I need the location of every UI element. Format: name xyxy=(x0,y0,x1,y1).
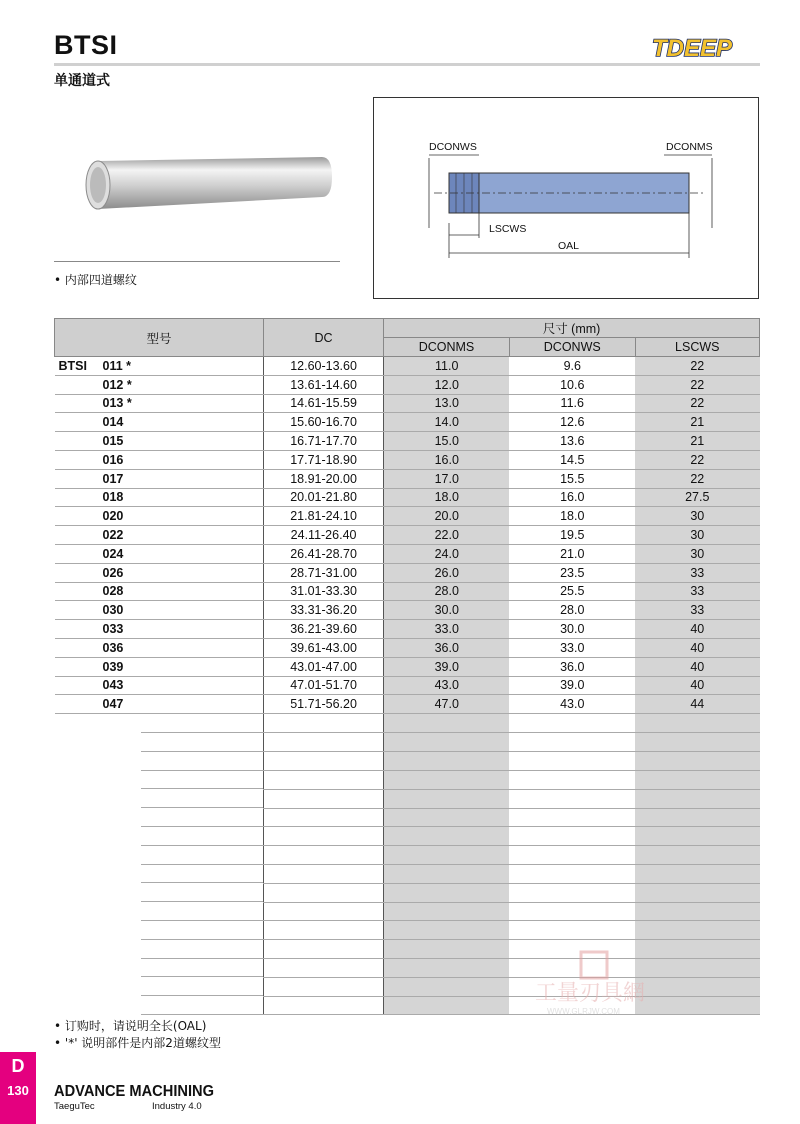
cell-lscws xyxy=(635,789,759,808)
cell-lscws: 22 xyxy=(635,394,759,413)
cell-model xyxy=(55,394,264,413)
cell-dc: 13.61-14.60 xyxy=(264,375,384,394)
cell-dconws: 9.6 xyxy=(509,357,635,376)
empty-row xyxy=(55,865,760,884)
cell-model xyxy=(55,846,264,865)
brand-logo xyxy=(54,1080,219,1117)
cell-dconws: 15.5 xyxy=(509,469,635,488)
cell-dc xyxy=(264,977,384,996)
table-row xyxy=(55,375,760,394)
cell-lscws: 21 xyxy=(635,413,759,432)
table-row xyxy=(55,695,760,714)
cell-model xyxy=(55,808,264,827)
model-number: 014 xyxy=(102,415,124,430)
empty-row xyxy=(55,846,760,865)
brand-line1: ADVANCE MACHINING xyxy=(54,1083,214,1100)
model-number: 033 xyxy=(102,622,124,637)
model-number: 039 xyxy=(102,659,124,674)
cell-model xyxy=(55,883,264,902)
cell-lscws xyxy=(635,883,759,902)
brand-right: Industry 4.0 xyxy=(152,1101,202,1112)
cell-dconms xyxy=(384,921,510,940)
cell-dc: 12.60-13.60 xyxy=(264,357,384,376)
cell-dconws: 10.6 xyxy=(509,375,635,394)
model-number: 043 xyxy=(102,678,124,693)
cell-model xyxy=(55,921,264,940)
cell-dc: 20.01-21.80 xyxy=(264,488,384,507)
cell-model xyxy=(55,432,264,451)
empty-row xyxy=(55,752,760,771)
cell-model xyxy=(55,526,264,545)
cell-dconms: 15.0 xyxy=(384,432,510,451)
cell-dconws xyxy=(509,827,635,846)
cell-model xyxy=(55,413,264,432)
cell-dc xyxy=(264,714,384,733)
cell-dconms: 47.0 xyxy=(384,695,510,714)
cell-dconms xyxy=(384,883,510,902)
cell-dconms xyxy=(384,846,510,865)
empty-row xyxy=(55,771,760,790)
cell-dconws: 23.5 xyxy=(509,563,635,582)
cell-dconms: 28.0 xyxy=(384,582,510,601)
table-row xyxy=(55,507,760,526)
dimension-table xyxy=(54,318,760,1015)
cell-dc: 31.01-33.30 xyxy=(264,582,384,601)
cell-dconms xyxy=(384,771,510,790)
cell-lscws: 30 xyxy=(635,526,759,545)
watermark xyxy=(535,948,675,1023)
table-body xyxy=(55,357,760,1015)
header-lscws: LSCWS xyxy=(635,338,759,357)
cell-model xyxy=(55,676,264,695)
cell-lscws: 22 xyxy=(635,450,759,469)
cell-dc xyxy=(264,846,384,865)
cell-dc xyxy=(264,752,384,771)
cell-dc xyxy=(264,865,384,884)
cell-dc xyxy=(264,921,384,940)
model-number: 024 xyxy=(102,546,124,561)
cell-dc xyxy=(264,959,384,978)
cell-dconws: 16.0 xyxy=(509,488,635,507)
cell-dc: 43.01-47.00 xyxy=(264,657,384,676)
cell-dconms: 43.0 xyxy=(384,676,510,695)
cell-dconms xyxy=(384,996,510,1015)
cell-lscws: 22 xyxy=(635,375,759,394)
cell-dconws: 25.5 xyxy=(509,582,635,601)
cell-dconms: 16.0 xyxy=(384,450,510,469)
model-number: 047 xyxy=(102,697,124,712)
cell-model xyxy=(55,601,264,620)
table-row xyxy=(55,676,760,695)
model-number: 015 xyxy=(102,434,124,449)
cell-dconms xyxy=(384,789,510,808)
cell-dconms: 14.0 xyxy=(384,413,510,432)
cell-lscws: 27.5 xyxy=(635,488,759,507)
cell-dconms: 39.0 xyxy=(384,657,510,676)
brand-left: TaeguTec xyxy=(54,1101,95,1112)
cell-dc: 21.81-24.10 xyxy=(264,507,384,526)
cell-dconws xyxy=(509,714,635,733)
cell-model xyxy=(55,959,264,978)
oal-label: OAL xyxy=(558,240,580,252)
table-row xyxy=(55,601,760,620)
cell-lscws xyxy=(635,827,759,846)
table-row xyxy=(55,526,760,545)
cell-dc: 18.91-20.00 xyxy=(264,469,384,488)
model-number: 017 xyxy=(102,471,124,486)
cell-dconms: 36.0 xyxy=(384,638,510,657)
cell-lscws xyxy=(635,733,759,752)
cell-model xyxy=(55,789,264,808)
cell-lscws xyxy=(635,771,759,790)
cell-dc xyxy=(264,789,384,808)
empty-row xyxy=(55,789,760,808)
cell-lscws: 40 xyxy=(635,676,759,695)
table-row xyxy=(55,394,760,413)
cell-model xyxy=(55,865,264,884)
cell-model xyxy=(55,375,264,394)
cell-model xyxy=(55,544,264,563)
cell-dc: 17.71-18.90 xyxy=(264,450,384,469)
cell-dconws: 43.0 xyxy=(509,695,635,714)
cell-dc: 51.71-56.20 xyxy=(264,695,384,714)
cell-dconws xyxy=(509,808,635,827)
cell-model xyxy=(55,582,264,601)
cell-lscws: 33 xyxy=(635,563,759,582)
note-item: • '*' 说明部件是内部2道螺纹型 xyxy=(54,1036,221,1050)
cell-dconws: 39.0 xyxy=(509,676,635,695)
header-dc: DC xyxy=(264,319,384,357)
empty-row xyxy=(55,921,760,940)
cell-dconms: 13.0 xyxy=(384,394,510,413)
model-prefix: BTSI xyxy=(58,358,87,373)
cell-dc: 28.71-31.00 xyxy=(264,563,384,582)
logo-text: TDEEP xyxy=(652,35,733,62)
page-title: BTSI xyxy=(54,30,118,60)
cell-dconws: 11.6 xyxy=(509,394,635,413)
cell-dconws xyxy=(509,921,635,940)
cell-dc: 39.61-43.00 xyxy=(264,638,384,657)
lscws-label: LSCWS xyxy=(489,223,527,235)
cell-dconws: 36.0 xyxy=(509,657,635,676)
cell-model xyxy=(55,977,264,996)
cell-dc xyxy=(264,996,384,1015)
notes xyxy=(54,1018,221,1052)
cell-lscws: 22 xyxy=(635,357,759,376)
cell-model xyxy=(55,733,264,752)
table-row xyxy=(55,469,760,488)
cell-lscws xyxy=(635,865,759,884)
cell-dconws xyxy=(509,846,635,865)
cell-model xyxy=(55,752,264,771)
cell-model xyxy=(55,827,264,846)
page-tab xyxy=(0,1052,36,1124)
cell-model xyxy=(55,902,264,921)
model-number: 030 xyxy=(102,603,124,618)
table-row xyxy=(55,620,760,639)
note-item: • 订购时，请说明全长(OAL) xyxy=(54,1019,207,1033)
header-dimensions: 尺寸 (mm) xyxy=(384,319,760,338)
cell-dconms xyxy=(384,959,510,978)
cell-model xyxy=(55,563,264,582)
model-number: 012 * xyxy=(102,377,132,392)
cell-lscws xyxy=(635,752,759,771)
cell-lscws: 33 xyxy=(635,582,759,601)
empty-row xyxy=(55,902,760,921)
dconms-label: DCONMS xyxy=(666,141,713,153)
cell-dc: 33.31-36.20 xyxy=(264,601,384,620)
product-image xyxy=(78,155,334,220)
cell-dconws: 19.5 xyxy=(509,526,635,545)
cell-dconms xyxy=(384,714,510,733)
cell-dconms: 17.0 xyxy=(384,469,510,488)
cell-lscws: 40 xyxy=(635,638,759,657)
model-number: 028 xyxy=(102,584,124,599)
table-row xyxy=(55,413,760,432)
cell-dc xyxy=(264,940,384,959)
table-row xyxy=(55,450,760,469)
cell-dconms: 33.0 xyxy=(384,620,510,639)
model-number: 018 xyxy=(102,490,124,505)
table-row xyxy=(55,638,760,657)
table-row xyxy=(55,544,760,563)
cell-dconms xyxy=(384,940,510,959)
table-row xyxy=(55,657,760,676)
cell-model xyxy=(55,714,264,733)
cell-dconws xyxy=(509,883,635,902)
cell-model xyxy=(55,469,264,488)
cell-dconms: 26.0 xyxy=(384,563,510,582)
page-number: 130 xyxy=(7,1083,29,1098)
feature-divider xyxy=(54,261,340,262)
cell-dc: 47.01-51.70 xyxy=(264,676,384,695)
table-row xyxy=(55,582,760,601)
tdeep-logo xyxy=(650,34,762,67)
cell-dconws xyxy=(509,771,635,790)
header-dconws: DCONWS xyxy=(509,338,635,357)
cell-dc: 16.71-17.70 xyxy=(264,432,384,451)
cell-dc xyxy=(264,808,384,827)
cell-model xyxy=(55,357,264,376)
cell-model xyxy=(55,638,264,657)
cell-dconms xyxy=(384,752,510,771)
cell-model xyxy=(55,450,264,469)
cell-model xyxy=(55,507,264,526)
cell-dconms xyxy=(384,827,510,846)
empty-row xyxy=(55,883,760,902)
cell-dc xyxy=(264,733,384,752)
cell-lscws: 30 xyxy=(635,507,759,526)
cell-dconws: 21.0 xyxy=(509,544,635,563)
cell-dconms: 30.0 xyxy=(384,601,510,620)
model-number: 036 xyxy=(102,640,124,655)
cell-model xyxy=(55,488,264,507)
empty-row xyxy=(55,808,760,827)
cell-dconms: 20.0 xyxy=(384,507,510,526)
cell-dc xyxy=(264,827,384,846)
cell-dconms: 11.0 xyxy=(384,357,510,376)
cell-lscws: 30 xyxy=(635,544,759,563)
model-number: 022 xyxy=(102,528,124,543)
watermark-text: 工量刃具網 xyxy=(535,981,646,1006)
table-row xyxy=(55,563,760,582)
cell-lscws xyxy=(635,902,759,921)
cell-dconws: 33.0 xyxy=(509,638,635,657)
cell-dconms xyxy=(384,865,510,884)
model-number: 016 xyxy=(102,452,124,467)
cell-model xyxy=(55,695,264,714)
dimension-diagram xyxy=(373,97,759,299)
model-number: 013 * xyxy=(102,396,132,411)
model-number: 020 xyxy=(102,509,124,524)
cell-dconms xyxy=(384,808,510,827)
cell-dconws: 18.0 xyxy=(509,507,635,526)
cell-model xyxy=(55,771,264,790)
cell-dconms xyxy=(384,977,510,996)
empty-row xyxy=(55,733,760,752)
header-model: 型号 xyxy=(55,319,264,357)
cell-lscws: 40 xyxy=(635,620,759,639)
page-subtitle: 单通道式 xyxy=(54,73,110,89)
empty-row xyxy=(55,827,760,846)
cell-dconms xyxy=(384,733,510,752)
cell-lscws: 21 xyxy=(635,432,759,451)
cell-dconms: 24.0 xyxy=(384,544,510,563)
cell-dconws: 12.6 xyxy=(509,413,635,432)
table-row xyxy=(55,488,760,507)
cell-dconws xyxy=(509,733,635,752)
cell-dconms xyxy=(384,902,510,921)
cell-lscws xyxy=(635,714,759,733)
watermark-url: WWW.GLRJW.COM xyxy=(547,1007,620,1016)
cell-lscws xyxy=(635,921,759,940)
table-row xyxy=(55,432,760,451)
cell-model xyxy=(55,996,264,1015)
cell-lscws: 22 xyxy=(635,469,759,488)
table-row xyxy=(55,357,760,376)
cell-dconws: 28.0 xyxy=(509,601,635,620)
cell-dconws: 30.0 xyxy=(509,620,635,639)
dconws-label: DCONWS xyxy=(429,141,477,153)
cell-dc xyxy=(264,902,384,921)
cell-model xyxy=(55,940,264,959)
feature-text: • 内部四道螺纹 xyxy=(54,273,137,287)
cell-dconms: 22.0 xyxy=(384,526,510,545)
cell-lscws xyxy=(635,846,759,865)
cell-dc: 15.60-16.70 xyxy=(264,413,384,432)
section-letter: D xyxy=(11,1056,25,1076)
cell-dconms: 12.0 xyxy=(384,375,510,394)
cell-dc xyxy=(264,771,384,790)
model-number: 011 * xyxy=(102,358,132,373)
cell-lscws: 40 xyxy=(635,657,759,676)
cell-model xyxy=(55,620,264,639)
cell-dconws: 14.5 xyxy=(509,450,635,469)
cell-lscws: 33 xyxy=(635,601,759,620)
empty-row xyxy=(55,714,760,733)
cell-dc: 36.21-39.60 xyxy=(264,620,384,639)
cell-dc: 26.41-28.70 xyxy=(264,544,384,563)
cell-model xyxy=(55,657,264,676)
cell-dconws xyxy=(509,865,635,884)
header-dconms: DCONMS xyxy=(384,338,510,357)
cell-lscws: 44 xyxy=(635,695,759,714)
cell-dc: 24.11-26.40 xyxy=(264,526,384,545)
cell-dc xyxy=(264,883,384,902)
cell-dconws: 13.6 xyxy=(509,432,635,451)
model-number: 026 xyxy=(102,565,124,580)
cell-dconws xyxy=(509,902,635,921)
cell-dconws xyxy=(509,752,635,771)
cell-lscws xyxy=(635,808,759,827)
cell-dc: 14.61-15.59 xyxy=(264,394,384,413)
cell-dconws xyxy=(509,789,635,808)
cell-dconms: 18.0 xyxy=(384,488,510,507)
